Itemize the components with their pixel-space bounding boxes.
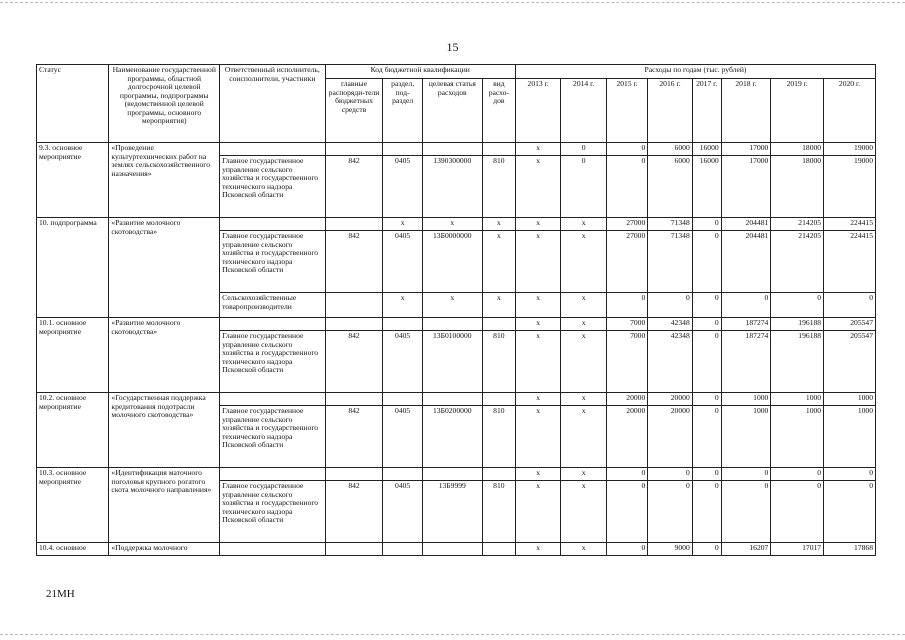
year-value-cell: 6000 — [648, 156, 692, 218]
year-value-cell: 0 — [824, 481, 876, 543]
year-value-cell: 0 — [692, 231, 721, 293]
year-value-cell: 17000 — [721, 143, 771, 156]
year-value-cell: 0 — [606, 156, 647, 218]
responsible-cell — [220, 318, 326, 331]
year-value-cell: х — [561, 393, 607, 406]
header-year: 2020 г. — [824, 79, 876, 143]
section-cell: 0405 — [383, 331, 422, 393]
status-cell: 10.4. основное — [37, 543, 109, 556]
year-value-cell: х — [561, 318, 607, 331]
year-value-cell: 1000 — [824, 393, 876, 406]
target-item-cell: 1390300000 — [422, 156, 482, 218]
expense-type-cell: 810 — [482, 156, 515, 218]
year-value-cell: 0 — [561, 143, 607, 156]
year-value-cell: 187274 — [721, 318, 771, 331]
target-item-cell — [422, 393, 482, 406]
grbs-cell — [325, 143, 383, 156]
status-cell: 10.3. основное мероприятие — [37, 468, 109, 543]
target-item-cell: 13Б0000000 — [422, 231, 482, 293]
header-name: Наименование государственной программы, областной долгосрочной целевой программы, подпрограммы (ведомственной целевой программы, основного мероприятия) — [109, 65, 220, 143]
year-value-cell: 0 — [771, 293, 824, 318]
program-name-cell: «Идентификация маточного поголовья крупного рогатого скота молочного направления» — [109, 468, 220, 543]
year-value-cell: х — [561, 406, 607, 468]
grbs-cell: 842 — [325, 331, 383, 393]
header-expenses: Расходы по годам (тыс. рублей) — [515, 65, 875, 79]
section-cell: 0405 — [383, 481, 422, 543]
year-value-cell: 1000 — [824, 406, 876, 468]
table-row — [37, 218, 876, 231]
expense-type-cell — [482, 143, 515, 156]
year-value-cell: х — [515, 218, 561, 231]
year-value-cell: 19000 — [824, 143, 876, 156]
expense-type-cell: 810 — [482, 481, 515, 543]
year-value-cell: х — [515, 231, 561, 293]
year-value-cell: 224415 — [824, 218, 876, 231]
header-year: 2018 г. — [721, 79, 771, 143]
year-value-cell: 0 — [561, 156, 607, 218]
program-name-cell: «Поддержка молочного — [109, 543, 220, 556]
section-cell — [383, 143, 422, 156]
year-value-cell: 42348 — [648, 318, 692, 331]
year-value-cell: 0 — [721, 481, 771, 543]
scan-edge-bottom — [0, 634, 905, 635]
year-value-cell: х — [515, 393, 561, 406]
year-value-cell: 71348 — [648, 231, 692, 293]
year-value-cell: х — [561, 468, 607, 481]
year-value-cell: 7000 — [606, 331, 647, 393]
responsible-cell: Главное государственное управление сельского хозяйства и государственного технического надзора Псковской области — [220, 156, 326, 218]
year-value-cell: 0 — [771, 481, 824, 543]
year-value-cell: 18000 — [771, 156, 824, 218]
year-value-cell: 204481 — [721, 231, 771, 293]
target-item-cell: 13Б0100000 — [422, 331, 482, 393]
year-value-cell: х — [515, 331, 561, 393]
grbs-cell: 842 — [325, 406, 383, 468]
header-year: 2015 г. — [606, 79, 647, 143]
year-value-cell: 16000 — [692, 143, 721, 156]
year-value-cell: 0 — [692, 318, 721, 331]
year-value-cell: 0 — [648, 481, 692, 543]
target-item-cell — [422, 318, 482, 331]
program-name-cell: «Проведение культуртехнических работ на землях сельскохозяйственного назначения» — [109, 143, 220, 218]
year-value-cell: 0 — [606, 143, 647, 156]
year-value-cell: 224415 — [824, 231, 876, 293]
expense-type-cell: 810 — [482, 331, 515, 393]
year-value-cell: 17000 — [721, 156, 771, 218]
header-year: 2017 г. — [692, 79, 721, 143]
responsible-cell — [220, 468, 326, 481]
year-value-cell: 0 — [692, 393, 721, 406]
year-value-cell: 27000 — [606, 231, 647, 293]
responsible-cell: Главное государственное управление сельского хозяйства и государственного технического надзора Псковской области — [220, 231, 326, 293]
year-value-cell: 7000 — [606, 318, 647, 331]
section-cell — [383, 393, 422, 406]
status-cell: 10.1. основное мероприятие — [37, 318, 109, 393]
year-value-cell: 0 — [771, 468, 824, 481]
year-value-cell: 0 — [824, 468, 876, 481]
responsible-cell: Сельскохозяйственные товаропроизводители — [220, 293, 326, 318]
year-value-cell: х — [515, 293, 561, 318]
year-value-cell: х — [515, 143, 561, 156]
year-value-cell: 0 — [692, 218, 721, 231]
responsible-cell — [220, 543, 326, 556]
year-value-cell: х — [515, 543, 561, 556]
responsible-cell: Главное государственное управление сельского хозяйства и государственного технического надзора Псковской области — [220, 481, 326, 543]
target-item-cell — [422, 143, 482, 156]
year-value-cell: 17017 — [771, 543, 824, 556]
header-year: 2016 г. — [648, 79, 692, 143]
expense-type-cell: 810 — [482, 406, 515, 468]
scan-edge-top — [0, 2, 905, 3]
target-item-cell — [422, 543, 482, 556]
expense-type-cell: х — [482, 293, 515, 318]
year-value-cell: х — [561, 331, 607, 393]
responsible-cell — [220, 218, 326, 231]
year-value-cell: 20000 — [606, 406, 647, 468]
section-cell: 0405 — [383, 231, 422, 293]
year-value-cell: 0 — [606, 481, 647, 543]
target-item-cell: 13Б9999 — [422, 481, 482, 543]
year-value-cell: х — [561, 481, 607, 543]
year-value-cell: 0 — [692, 481, 721, 543]
budget-table — [36, 64, 876, 556]
header-budget-code: Код бюджетной квалификации — [325, 65, 515, 79]
expense-type-cell: х — [482, 218, 515, 231]
year-value-cell: 0 — [824, 293, 876, 318]
table-row — [37, 468, 876, 481]
year-value-cell: х — [561, 293, 607, 318]
target-item-cell: 13Б0200000 — [422, 406, 482, 468]
grbs-cell — [325, 393, 383, 406]
year-value-cell: 0 — [692, 293, 721, 318]
year-value-cell: 0 — [606, 543, 647, 556]
year-value-cell: 20000 — [606, 393, 647, 406]
page-number: 15 — [446, 40, 459, 54]
status-cell: 9.3. основное мероприятие — [37, 143, 109, 218]
year-value-cell: 187274 — [721, 331, 771, 393]
year-value-cell: 1000 — [771, 393, 824, 406]
grbs-cell — [325, 468, 383, 481]
table-row — [37, 143, 876, 156]
year-value-cell: 16207 — [721, 543, 771, 556]
expense-type-cell — [482, 318, 515, 331]
grbs-cell — [325, 218, 383, 231]
expense-type-cell — [482, 543, 515, 556]
year-value-cell: 214205 — [771, 231, 824, 293]
year-value-cell: 1000 — [771, 406, 824, 468]
header-main-managers: главные распоряди-тели бюджетных средств — [325, 79, 383, 143]
year-value-cell: 17868 — [824, 543, 876, 556]
section-cell — [383, 468, 422, 481]
program-name-cell: «Развитие молочного скотоводства» — [109, 218, 220, 318]
year-value-cell: 71348 — [648, 218, 692, 231]
header-year: 2013 г. — [515, 79, 561, 143]
header-status: Статус — [37, 65, 109, 143]
grbs-cell: 842 — [325, 156, 383, 218]
year-value-cell: 20000 — [648, 393, 692, 406]
year-value-cell: 0 — [606, 468, 647, 481]
year-value-cell: 42348 — [648, 331, 692, 393]
year-value-cell: 204481 — [721, 218, 771, 231]
year-value-cell: 196188 — [771, 331, 824, 393]
year-value-cell: 205547 — [824, 318, 876, 331]
table-row — [37, 393, 876, 406]
year-value-cell: х — [515, 156, 561, 218]
year-value-cell: х — [561, 231, 607, 293]
grbs-cell: 842 — [325, 481, 383, 543]
year-value-cell: 205547 — [824, 331, 876, 393]
year-value-cell: 27000 — [606, 218, 647, 231]
grbs-cell: 842 — [325, 231, 383, 293]
status-cell: 10.2. основное мероприятие — [37, 393, 109, 468]
year-value-cell: х — [561, 543, 607, 556]
responsible-cell: Главное государственное управление сельского хозяйства и государственного технического надзора Псковской области — [220, 331, 326, 393]
year-value-cell: х — [561, 218, 607, 231]
table-row — [37, 543, 876, 556]
expense-type-cell — [482, 393, 515, 406]
table-body — [37, 143, 876, 556]
grbs-cell — [325, 543, 383, 556]
header-responsible: Ответственный исполнитель, соисполнители, участники — [220, 65, 326, 143]
expense-type-cell — [482, 468, 515, 481]
year-value-cell: 0 — [721, 468, 771, 481]
header-year: 2014 г. — [561, 79, 607, 143]
year-value-cell: 9000 — [648, 543, 692, 556]
year-value-cell: 0 — [648, 293, 692, 318]
year-value-cell: 18000 — [771, 143, 824, 156]
year-value-cell: х — [515, 468, 561, 481]
section-cell: х — [383, 293, 422, 318]
year-value-cell: х — [515, 481, 561, 543]
section-cell: 0405 — [383, 406, 422, 468]
expense-type-cell: х — [482, 231, 515, 293]
program-name-cell: «Государственная поддержка кредитования подотрасли молочного скотоводства» — [109, 393, 220, 468]
target-item-cell: х — [422, 218, 482, 231]
table-row — [37, 318, 876, 331]
year-value-cell: 20000 — [648, 406, 692, 468]
section-cell — [383, 318, 422, 331]
section-cell — [383, 543, 422, 556]
year-value-cell: 0 — [692, 331, 721, 393]
header-expense-type: вид расхо-дов — [482, 79, 515, 143]
year-value-cell: 0 — [692, 468, 721, 481]
section-cell: 0405 — [383, 156, 422, 218]
year-value-cell: 19000 — [824, 156, 876, 218]
grbs-cell — [325, 318, 383, 331]
target-item-cell — [422, 468, 482, 481]
responsible-cell — [220, 393, 326, 406]
responsible-cell: Главное государственное управление сельского хозяйства и государственного технического надзора Псковской области — [220, 406, 326, 468]
year-value-cell: х — [515, 318, 561, 331]
year-value-cell: 6000 — [648, 143, 692, 156]
grbs-cell — [325, 293, 383, 318]
year-value-cell: 0 — [692, 543, 721, 556]
target-item-cell: х — [422, 293, 482, 318]
header-target-item: целевая статья расходов — [422, 79, 482, 143]
year-value-cell: 0 — [648, 468, 692, 481]
responsible-cell — [220, 143, 326, 156]
footer-code: 21МН — [46, 588, 75, 600]
year-value-cell: 0 — [692, 406, 721, 468]
year-value-cell: 214205 — [771, 218, 824, 231]
year-value-cell: 0 — [606, 293, 647, 318]
header-year: 2019 г. — [771, 79, 824, 143]
year-value-cell: х — [515, 406, 561, 468]
year-value-cell: 196188 — [771, 318, 824, 331]
program-name-cell: «Развитие молочного скотоводства» — [109, 318, 220, 393]
year-value-cell: 16000 — [692, 156, 721, 218]
status-cell: 10. подпрограмма — [37, 218, 109, 318]
year-value-cell: 1000 — [721, 406, 771, 468]
year-value-cell: 0 — [721, 293, 771, 318]
section-cell: х — [383, 218, 422, 231]
header-section: раздел, под-раздел — [383, 79, 422, 143]
year-value-cell: 1000 — [721, 393, 771, 406]
